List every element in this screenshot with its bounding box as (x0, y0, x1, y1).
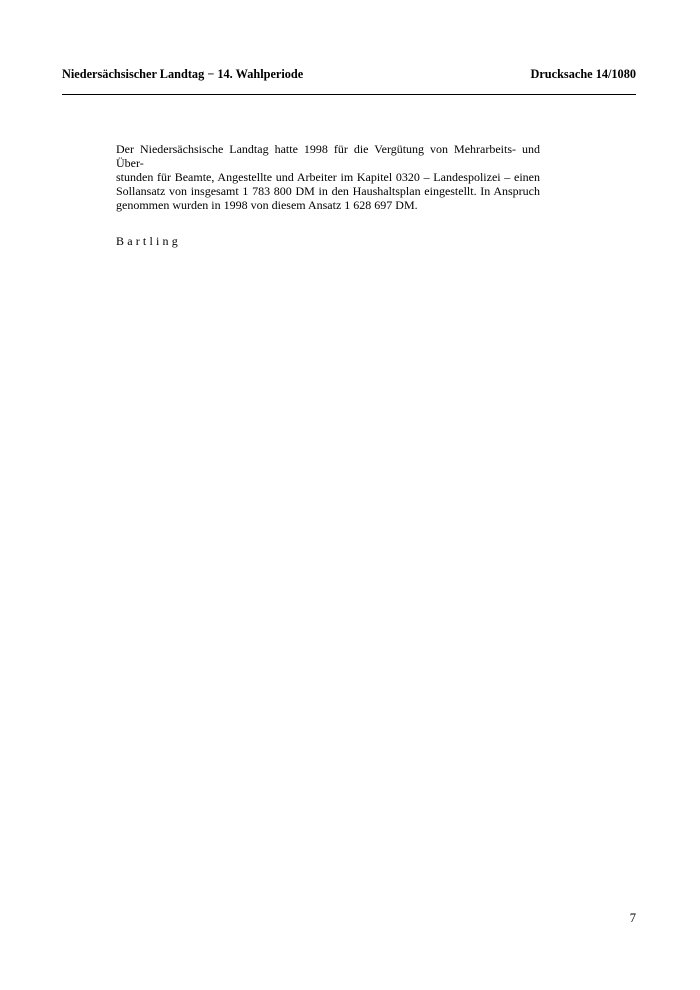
header-divider (62, 94, 636, 95)
page-header (62, 66, 636, 86)
header-parliament-title: Niedersächsischer Landtag − 14. Wahlperiode (62, 67, 304, 81)
page-number: 7 (629, 911, 636, 925)
paragraph-line: genommen wurden in 1998 von diesem Ansatz 1 628 697 DM. (116, 198, 418, 212)
paragraph-line: Der Niedersächsische Landtag hatte 1998 für die Vergütung von Mehrarbeits- und Über- (116, 142, 540, 170)
paragraph-line: stunden für Beamte, Angestellte und Arbeiter im Kapitel 0320 – Landespolizei – einen (116, 170, 540, 184)
signature-name: Bartling (116, 234, 181, 248)
paragraph-line: Sollansatz von insgesamt 1 783 800 DM in den Haushaltsplan eingestellt. In Anspruch (116, 184, 540, 198)
body-paragraph (116, 142, 540, 212)
header-document-number: Drucksache 14/1080 (530, 67, 636, 81)
